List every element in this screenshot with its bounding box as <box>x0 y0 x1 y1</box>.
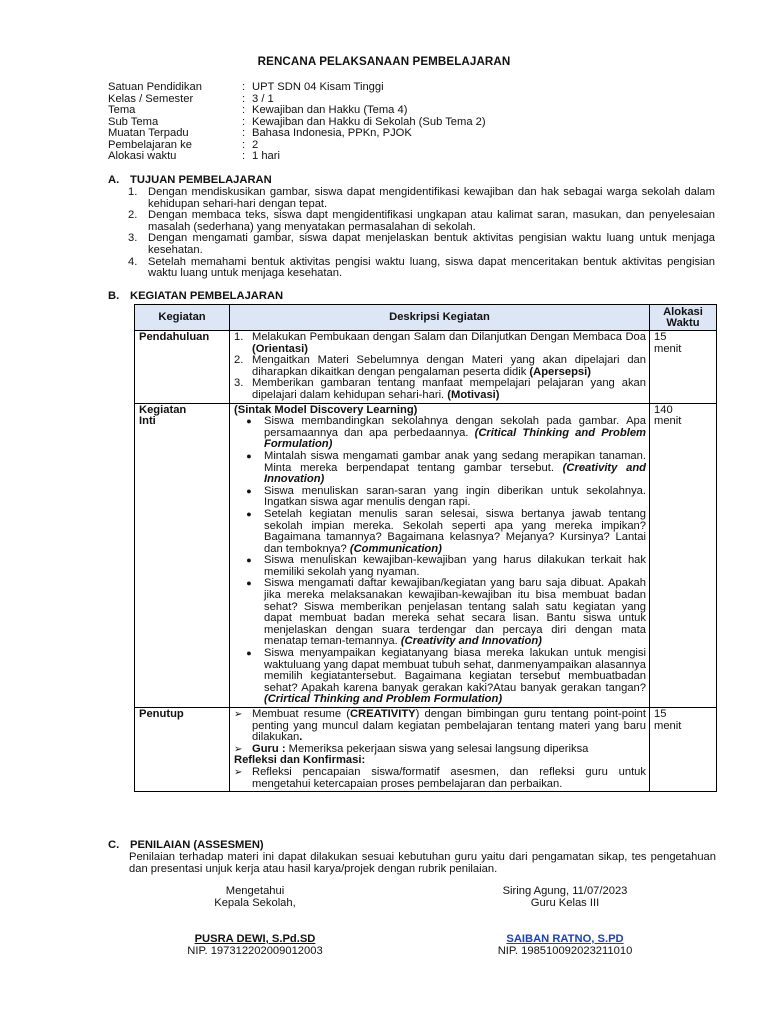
section-number: B. <box>108 290 120 302</box>
list-item <box>234 416 646 451</box>
item-text <box>264 486 646 509</box>
section-a-heading <box>108 175 272 187</box>
item-body: Memeriksa pekerjaan siswa yang selesai langsung diperiksa <box>288 742 589 755</box>
goal-number: 4. <box>128 255 138 268</box>
sig-right-line1: Siring Agung, 11/07/2023 <box>502 885 628 897</box>
goal-number: 2. <box>128 209 138 222</box>
item-number: 2. <box>234 354 244 367</box>
identity-key: Pembelajaran ke <box>108 138 192 151</box>
bullet-icon: ● <box>246 416 252 427</box>
goal-item <box>128 187 715 210</box>
arrow-bullet-icon: ➢ <box>234 709 243 720</box>
teacher-name-link[interactable]: SAIBAN RATNO, S.PD <box>506 933 624 945</box>
inti-heading: (Sintak Model Discovery Learning) <box>234 403 418 416</box>
headmaster-nip: NIP. 197312202009012003 <box>187 944 323 957</box>
section-c-heading <box>108 840 264 852</box>
time-unit: menit <box>654 342 682 355</box>
identity-value: 2 <box>252 138 259 151</box>
section-title: KEGIATAN PEMBELAJARAN <box>130 290 284 302</box>
item-text <box>264 555 646 578</box>
item-text <box>252 709 646 744</box>
bullet-icon: ● <box>246 485 252 496</box>
identity-key: Tema <box>108 104 136 116</box>
goal-item <box>128 257 715 280</box>
phase-label-line1: Kegiatan <box>139 403 187 416</box>
list-item <box>234 509 646 555</box>
item-tag: Guru : <box>252 742 289 755</box>
item-text <box>252 332 646 355</box>
identity-colon: : <box>242 127 246 139</box>
item-tag: CREATIVITY <box>349 708 416 720</box>
identity-colon: : <box>242 150 246 162</box>
list-item <box>234 378 646 401</box>
headmaster-name: PUSRA DEWI, S.Pd.SD <box>194 933 316 945</box>
signature-left-name-block <box>160 934 350 957</box>
goal-text: Dengan mengamati gambar, siswa dapat menjelaskan bentuk aktivitas pengisian waktu luang untuk menjaga kesehatan. <box>148 232 715 256</box>
item-body: Mengaitkan Materi Sebelumnya dengan Materi yang akan dipelajari dan diharapkan dikaitkan dengan pengalaman peserta didik <box>252 354 646 378</box>
item-text <box>252 355 646 378</box>
bullet-icon: ● <box>246 555 252 566</box>
item-tag: (Apersepsi) <box>529 365 591 378</box>
phase-time <box>650 708 717 792</box>
phase-description <box>230 708 650 792</box>
identity-key: Satuan Pendidikan <box>108 81 202 93</box>
item-tag: (Creativity and Innovation) <box>400 635 542 648</box>
identity-row-muatan <box>108 128 668 140</box>
time-value: 140 <box>654 403 673 416</box>
time-unit: menit <box>654 415 682 428</box>
item-body: Siswa menuliskan saran-saran yang ingin diberikan untuk sekolahnya. Ingatkan siswa agar menulis dengan rapi. <box>264 484 646 509</box>
section-b-heading <box>108 291 283 303</box>
goal-text: Dengan membaca teks, siswa dapt mengidentifikasi ungkapan atau kalimat saran, masukan, dan penyelesaian masalah (sederhana) yang menyatakan permasalahan di sekolah. <box>148 209 715 233</box>
item-text <box>264 451 646 486</box>
item-body: ) dengan bimbingan guru tentang point-point penting yang muncul dalam kegiatan pembelajaran tentang materi yang baru dilakukan <box>252 708 646 744</box>
identity-row-alokasi <box>108 151 668 163</box>
time-value: 15 <box>654 331 667 343</box>
section-title: PENILAIAN (ASSESMEN) <box>130 839 264 851</box>
item-text <box>264 578 646 648</box>
identity-row-pembelajaran <box>108 140 668 152</box>
identity-row-tema <box>108 105 668 117</box>
item-text: Refleksi pencapaian siswa/formatif asesmen, dan refleksi guru untuk mengetahui ketercapaian proses pembelajaran dan perbaikan. <box>252 765 646 790</box>
bullet-icon: ● <box>246 450 252 461</box>
item-body: Melakukan Pembukaan dengan Salam dan Dilanjutkan Dengan Membaca Doa <box>252 331 646 343</box>
penutup-list <box>234 709 646 790</box>
bullet-icon: ● <box>246 648 252 659</box>
header-alokasi-line1: Alokasi <box>663 306 703 318</box>
list-item <box>234 451 646 486</box>
identity-value: UPT SDN 04 Kisam Tinggi <box>252 81 384 93</box>
section-number: A. <box>108 174 120 186</box>
assessment-text: Penilaian terhadap materi ini dapat dilakukan sesuai kebutuhan guru yaitu dari pengamatan sikap, tes pengetahuan dan presentasi unjuk kerja atau hasil karya/projek dengan rubrik penilaian. <box>129 851 716 875</box>
list-item <box>234 578 646 648</box>
document-title: RENCANA PELAKSANAAN PEMBELAJARAN <box>257 55 511 68</box>
goal-number: 1. <box>128 186 138 198</box>
identity-key: Sub Tema <box>108 115 159 128</box>
sig-right-line2: Guru Kelas III <box>530 896 600 909</box>
signature-right <box>470 886 660 909</box>
goal-number: 3. <box>128 232 138 245</box>
phase-label <box>135 403 230 707</box>
identity-value: 3 / 1 <box>252 92 274 105</box>
identity-colon: : <box>242 115 246 128</box>
item-tag: (Orientasi) <box>252 342 308 355</box>
item-text <box>264 509 646 555</box>
list-item <box>234 767 646 790</box>
goal-item <box>128 210 715 233</box>
identity-value: Kewajiban dan Hakku (Tema 4) <box>252 104 408 116</box>
goal-item <box>128 233 715 256</box>
item-tag: (Crirtical Thinking and Problem Formulation) <box>264 693 503 706</box>
identity-key: Muatan Terpadu <box>108 127 189 139</box>
identity-colon: : <box>242 81 246 93</box>
item-end: . <box>299 731 303 744</box>
arrow-bullet-icon: ➢ <box>234 766 243 778</box>
header-alokasi-line2: Waktu <box>666 316 700 329</box>
identity-colon: : <box>242 138 246 151</box>
identity-row-satuan <box>108 82 668 94</box>
identity-key: Alokasi waktu <box>108 150 177 162</box>
list-item <box>234 332 646 355</box>
refleksi-heading: Refleksi dan Konfirmasi: <box>234 754 366 767</box>
bullet-icon: ● <box>246 508 252 519</box>
item-tag: (Motivasi) <box>447 388 500 401</box>
pendahuluan-list <box>234 332 646 402</box>
phase-time <box>650 403 717 707</box>
item-body: Siswa menuliskan kewajiban-kewajiban yang harus dilakukan terkait hak memiliki sekolah yang nyaman. <box>264 554 646 578</box>
item-body: Setelah kegiatan menulis saran selesai, siswa bertanya jawab tentang sekolah impian mereka. Sekolah seperti apa yang mereka impikan? Bagaimana tamannya? Bagaimana kelasnya? Mejanya? Kursinya? Lantai dan temboknya? <box>264 507 646 555</box>
signature-right-name-block <box>470 934 660 957</box>
identity-value: Kewajiban dan Hakku di Sekolah (Sub Tema 2) <box>252 115 486 128</box>
goal-text: Dengan mendiskusikan gambar, siswa dapat mengidentifikasi kewajiban dan hak sebagai warga sekolah dalam kehidupan sehari-hari dengan tepat. <box>148 186 715 210</box>
item-text <box>252 378 646 401</box>
item-tag: (Creativity and Innovation) <box>264 461 646 486</box>
header-deskripsi: Deskripsi Kegiatan <box>230 305 650 331</box>
phase-label-line2: Inti <box>139 415 156 428</box>
section-number: C. <box>108 839 120 851</box>
item-body: Siswa membandingkan sekolahnya dengan sekolah pada gambar. Apa persamaannya dan apa perbedaannya. <box>264 415 646 439</box>
identity-value: Bahasa Indonesia, PPKn, PJOK <box>252 127 412 139</box>
item-body: Siswa mengamati daftar kewajiban/kegiatan yang baru saja dibuat. Apakah jika mereka melaksanakan kewajiban-kewajiban itu bisa membuat badan sehat? Siswa memberikan penjelasan tentang salah satu kegiatan yang dapat membuat badan mereka sehat secara lisan. Bantu siswa untuk menjelaskan dengan suara terdengar dan percaya diri dengan mata menatap teman-temannya. <box>264 577 646 648</box>
table-row-penutup <box>135 708 717 792</box>
list-item <box>234 555 646 578</box>
phase-time <box>650 331 717 404</box>
item-tag: (Critical Thinking and Problem Formulation) <box>264 426 646 451</box>
phase-label: Pendahuluan <box>135 331 230 404</box>
table-row-inti <box>135 403 717 707</box>
sig-left-line2: Kepala Sekolah, <box>214 896 296 909</box>
header-kegiatan: Kegiatan <box>135 305 230 331</box>
item-text <box>264 648 646 706</box>
list-item <box>234 355 646 378</box>
list-item <box>234 709 646 744</box>
time-value: 15 <box>654 708 667 720</box>
signature-left <box>160 886 350 909</box>
item-body: Memberikan gambaran tentang manfaat mempelajari pelajaran yang akan dipelajari dalam kehidupan sehari-hari. <box>252 377 646 401</box>
list-item <box>234 648 646 706</box>
item-text <box>264 416 646 451</box>
time-unit: menit <box>654 719 682 732</box>
list-item <box>234 486 646 509</box>
identity-key: Kelas / Semester <box>108 92 194 105</box>
identity-colon: : <box>242 104 246 116</box>
phase-description <box>230 403 650 707</box>
header-alokasi <box>650 305 717 331</box>
arrow-bullet-icon: ➢ <box>234 743 243 755</box>
identity-colon: : <box>242 92 246 105</box>
table-header-row <box>135 305 717 331</box>
table-row-pendahuluan <box>135 331 717 404</box>
activities-table <box>134 304 717 792</box>
identity-block <box>108 82 668 163</box>
bullet-icon: ● <box>246 578 252 589</box>
goals-list <box>128 187 715 280</box>
section-title: TUJUAN PEMBELAJARAN <box>130 174 272 186</box>
item-number: 3. <box>234 377 244 390</box>
phase-description <box>230 331 650 404</box>
identity-value: 1 hari <box>252 150 280 162</box>
goal-text: Setelah memahami bentuk aktivitas pengisi waktu luang, siswa dapat menceritakan bentuk aktivitas pengisian waktu luang untuk menjaga kesehatan. <box>148 255 715 280</box>
phase-label: Penutup <box>135 708 230 792</box>
item-body: Siswa menyampaikan kegiatanyang biasa mereka lakukan untuk mengisi waktuluang yang dapat membuat tubuh sehat, danmenyampaikan alasannya memilih kegiatantersebut. Bagaimana kegiatan tersebut membuatbadan sehat? Apakah karena banyak gerakan kaki?Atau banyak gerakan tangan? <box>264 647 646 694</box>
item-tag: (Communication) <box>349 542 442 555</box>
item-body: Mintalah siswa mengamati gambar anak yang sedang merapikan tanaman. Minta mereka berpendapat tentang gambar tersebut. <box>264 449 646 474</box>
sig-left-line1: Mengetahui <box>225 885 285 897</box>
inti-list <box>234 416 646 706</box>
item-number: 1. <box>234 331 244 343</box>
teacher-nip: NIP. 198510092023211010 <box>497 944 633 957</box>
item-body: Membuat resume ( <box>252 708 350 720</box>
